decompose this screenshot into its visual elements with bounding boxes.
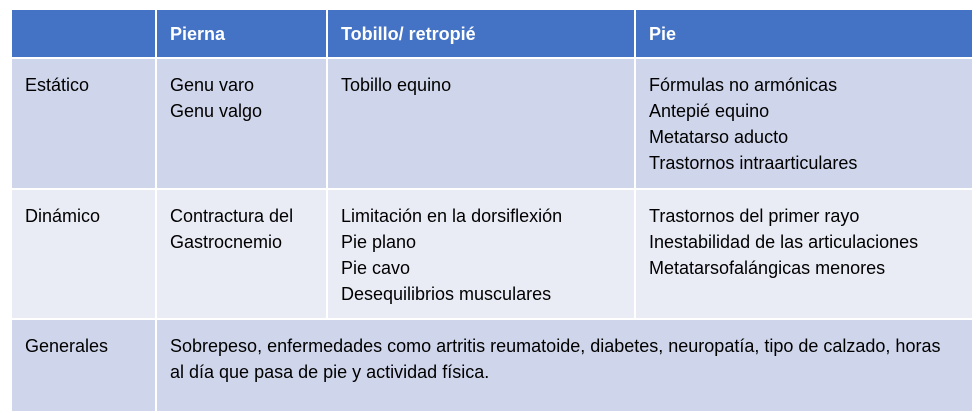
cell-line: Genu valgo: [170, 101, 263, 121]
cell-line: Pie cavo: [341, 258, 411, 278]
cell-line: Inestabilidad de las articulaciones: [649, 232, 919, 252]
table-row-generales: [11, 319, 973, 412]
row-label-generales: [11, 319, 156, 412]
header-pierna: Pierna: [156, 9, 327, 58]
cell-dinamico-pierna: [156, 189, 327, 319]
header-pie: Pie: [635, 9, 973, 58]
cell-line: Limitación en la dorsiflexión: [341, 206, 563, 226]
header-corner: [11, 9, 156, 58]
header-row: [11, 9, 973, 58]
row-label-dinamico: [11, 189, 156, 319]
cell-line: Tobillo equino: [341, 75, 452, 95]
cell-estatico-pie: [635, 58, 973, 189]
risk-factors-table: [10, 8, 974, 413]
cell-estatico-tobillo: [327, 58, 635, 189]
cell-line: Metatarsofalángicas menores: [649, 258, 886, 278]
row-label-estatico: [11, 58, 156, 189]
row-label: Dinámico: [25, 206, 101, 226]
cell-line: Desequilibrios musculares: [341, 284, 552, 304]
table-row-dinamico: [11, 189, 973, 319]
cell-dinamico-tobillo: [327, 189, 635, 319]
header-tobillo-retropie: Tobillo/ retropié: [327, 9, 635, 58]
cell-line: Pie plano: [341, 232, 417, 252]
cell-line: Genu varo: [170, 75, 255, 95]
cell-line: Fórmulas no armónicas: [649, 75, 838, 95]
table-row-estatico: [11, 58, 973, 189]
cell-generales-merged: [156, 319, 973, 412]
cell-line: Contractura del: [170, 206, 294, 226]
cell-estatico-pierna: [156, 58, 327, 189]
cell-line: Metatarso aducto: [649, 127, 789, 147]
row-label: Generales: [25, 336, 109, 356]
cell-line: Trastornos intraarticulares: [649, 153, 858, 173]
cell-line: Gastrocnemio: [170, 232, 283, 252]
cell-line: Trastornos del primer rayo: [649, 206, 860, 226]
row-label: Estático: [25, 75, 90, 95]
cell-line: Antepié equino: [649, 101, 770, 121]
cell-paragraph: Sobrepeso, enfermedades como artritis reumatoide, diabetes, neuropatía, tipo de calzado, horas al día que pasa de pie y actividad física.: [170, 336, 941, 382]
cell-dinamico-pie: [635, 189, 973, 319]
